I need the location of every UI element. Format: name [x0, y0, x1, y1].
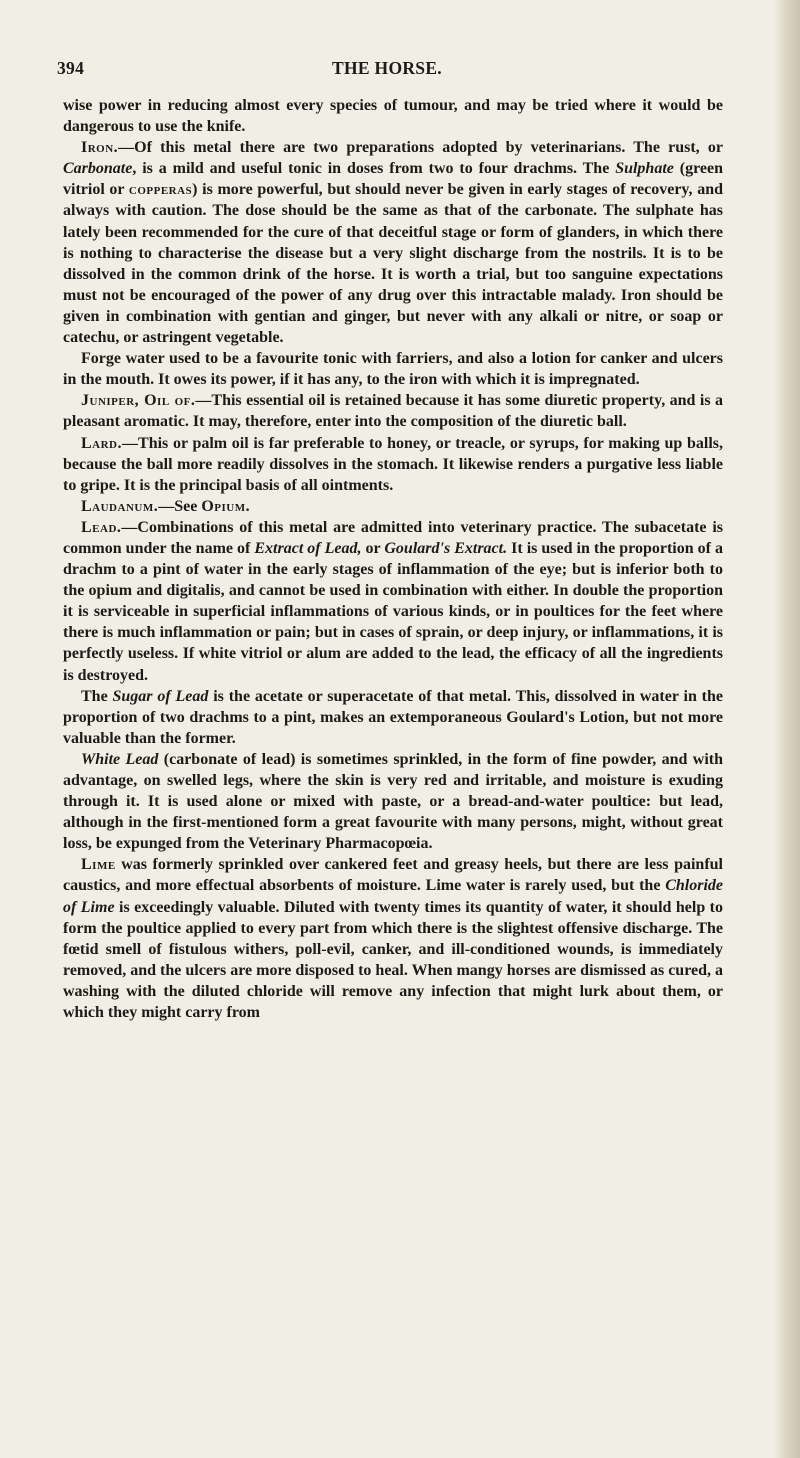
- paragraph-forge-water: Forge water used to be a favourite tonic with farriers, and also a lotion for canker and ulcers in the mouth. It owes its power, if it has any, to the iron with which it is impregnated.: [63, 350, 723, 389]
- page-header: [57, 58, 717, 80]
- entry-lard: Lard.—This or palm oil is far preferable to honey, or treacle, or syrups, for making up balls, because the ball more readily dissolves in the stomach. It likewise renders a purgative less liable to gripe. It is the principal basis of all ointments.: [63, 434, 723, 494]
- page-number: 394: [57, 58, 85, 78]
- entry-term-lead: Lead.: [81, 518, 122, 536]
- entry-juniper: Juniper, Oil of.—This essential oil is retained because it has some diuretic property, and is a pleasant aromatic. It may, therefore, enter into the composition of the diuretic ball.: [63, 392, 723, 431]
- paragraph-tumour-continuation: wise power in reducing almost every species of tumour, and may be tried where it would be dangerous to use the knife.: [63, 97, 723, 136]
- entry-term-lime: Lime: [81, 856, 116, 874]
- paragraph-white-lead: White Lead (carbonate of lead) is sometimes sprinkled, in the form of fine powder, and with advantage, on swelled legs, where the skin is very red and irritable, and moisture is exuding through it. It is used alone or mixed with paste, or a bread-and-water poultice: but lead, although in the first-mentioned form a great favourite with many persons, might, without great loss, be expunged from the Veterinary Pharmacopœia.: [63, 750, 724, 853]
- body-text: [63, 95, 723, 1023]
- entry-lead: Lead.—Combinations of this metal are admitted into veterinary practice. The subacetate is common under the name of Extract of Lead, or Goulard's Extract. It is used in the proportion of a drachm to a pint of water in the early stages of inflammation of the eye; but is inferior both to the opium and digitalis, and cannot be used in combination with either. In double the proportion it is serviceable in superficial inflammations of various kinds, or in poultices for the feet where there is much inflammation or pain; but in cases of sprain, or deep injury, or inflammations, it is perfectly useless. If white vitriol or alum are added to the lead, the efficacy of all the ingredients is destroyed.: [63, 518, 724, 684]
- cross-reference-opium: Opium.: [201, 497, 251, 515]
- entry-term-juniper: Juniper, Oil of.: [81, 392, 196, 410]
- page-edge-shadow: [774, 0, 800, 1458]
- entry-term-iron: Iron.: [81, 139, 119, 157]
- entry-iron: Iron.—Of this metal there are two preparations adopted by veterinarians. The rust, or Carbonate, is a mild and useful tonic in doses from two to four drachms. The Sulphate (green vitriol or copperas) is more powerful, but should never be given in early stages of recovery, and always with caution. The dose should be the same as that of the carbonate. The sulphate has lately been recommended for the cure of that deceitful stage or form of glanders, in which there is nothing to characterise the disease but a very slight discharge from the nostrils. It is to be dissolved in the common drink of the horse. It is worth a trial, but too sanguine expectations must not be encouraged of the power of any drug over this intractable malady. Iron should be given in combination with gentian and ginger, but never with any alkali or nitre, or soap or catechu, or astringent vegetable.: [63, 139, 723, 347]
- entry-lime: Lime was formerly sprinkled over cankered feet and greasy heels, but there are less painful caustics, and more effectual absorbents of moisture. Lime water is rarely used, but the Chloride of Lime is exceedingly valuable. Diluted with twenty times its quantity of water, it should help to form the poultice applied to every part from which there is the slightest offensive discharge. The fœtid smell of fistulous withers, poll-evil, canker, and ill-conditioned wounds, is immediately removed, and the ulcers are more disposed to heal. When mangy horses are dismissed as cured, a washing with the diluted chloride will remove any infection that might lurk about them, or which they might carry from: [63, 856, 724, 1022]
- running-head: THE HORSE.: [332, 58, 442, 78]
- entry-term-laudanum: Laudanum.: [81, 497, 159, 515]
- entry-term-lard: Lard.: [81, 434, 123, 452]
- entry-laudanum: Laudanum.—See Opium.: [81, 497, 251, 515]
- paragraph-sugar-of-lead: The Sugar of Lead is the acetate or superacetate of that metal. This, dissolved in water in the proportion of two drachms to a pint, makes an extemporaneous Goulard's Lotion, but not more valuable than the former.: [63, 687, 724, 747]
